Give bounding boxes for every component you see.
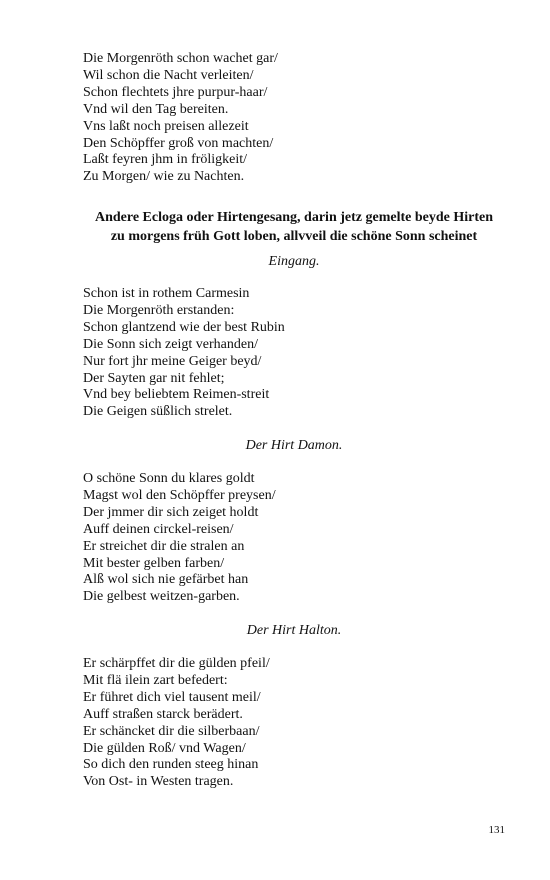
heading-line-2: zu morgens früh Gott loben, allvveil die schöne Sonn scheinet — [110, 229, 478, 244]
verse-line: Nur fort jhr meine Geiger beyd/ — [83, 353, 262, 369]
verse-line: Mit flä ilein zart befedert: — [83, 672, 228, 688]
verse-line: Auff straßen starck berädert. — [83, 706, 243, 722]
verse-line: Die gülden Roß/ vnd Wagen/ — [83, 740, 246, 756]
page-number: 131 — [488, 824, 505, 836]
verse-line: So dich den runden steeg hinan — [83, 757, 259, 773]
verse-line: Die Sonn sich zeigt verhanden/ — [83, 336, 258, 352]
verse-line: Die gelbest weitzen-garben. — [83, 589, 240, 605]
verse-line: Die Morgenröth schon wachet gar/ — [83, 51, 278, 66]
section-heading — [70, 208, 518, 246]
stanza-4 — [83, 656, 523, 791]
section-title-damon: Der Hirt Damon. — [245, 438, 343, 453]
verse-line: Schon ist in rothem Carmesin — [83, 286, 250, 301]
verse-line: Er führet dich viel tausent meil/ — [83, 689, 261, 705]
stanza-3 — [83, 471, 523, 606]
verse-line: Vnd bey beliebtem Reimen-streit — [83, 387, 270, 403]
verse-line: Schon flechtets jhre purpur-haar/ — [83, 84, 268, 100]
section-title-halton: Der Hirt Halton. — [246, 623, 342, 638]
verse-line: Der Sayten gar nit fehlet; — [83, 370, 225, 386]
stanza-2 — [83, 286, 523, 421]
verse-line: Die Geigen süßlich strelet. — [83, 404, 233, 420]
stanza-1 — [83, 51, 523, 186]
verse-line: Er streichet dir die stralen an — [83, 538, 245, 554]
heading-line-1: Andere Ecloga oder Hirtengesang, darin jetz gemelte beyde Hirten — [94, 210, 493, 225]
verse-line: Vnd wil den Tag bereiten. — [83, 101, 229, 117]
verse-line: Laßt feyren jhm in fröligkeit/ — [83, 152, 248, 168]
verse-line: Von Ost- in Westen tragen. — [83, 774, 234, 790]
verse-line: Zu Morgen/ wie zu Nachten. — [83, 169, 245, 185]
verse-line: Der jmmer dir sich zeiget holdt — [83, 504, 259, 520]
verse-line: Er schäncket dir die silberbaan/ — [83, 723, 260, 739]
section-title-eingang: Eingang. — [268, 254, 320, 269]
verse-line: Magst wol den Schöpffer preysen/ — [83, 487, 276, 503]
verse-line: Den Schöpffer groß von machten/ — [83, 135, 274, 151]
verse-line: Alß wol sich nie gefärbet han — [83, 572, 249, 588]
verse-line: Die Morgenröth erstanden: — [83, 302, 235, 318]
verse-line: O schöne Sonn du klares goldt — [83, 471, 255, 486]
verse-line: Wil schon die Nacht verleiten/ — [83, 67, 254, 83]
verse-line: Vns laßt noch preisen allezeit — [83, 118, 249, 134]
verse-line: Auff deinen circkel-reisen/ — [83, 521, 234, 537]
verse-line: Er schärpffet dir die gülden pfeil/ — [83, 656, 270, 671]
verse-line: Mit bester gelben farben/ — [83, 555, 225, 571]
verse-line: Schon glantzend wie der best Rubin — [83, 319, 285, 335]
